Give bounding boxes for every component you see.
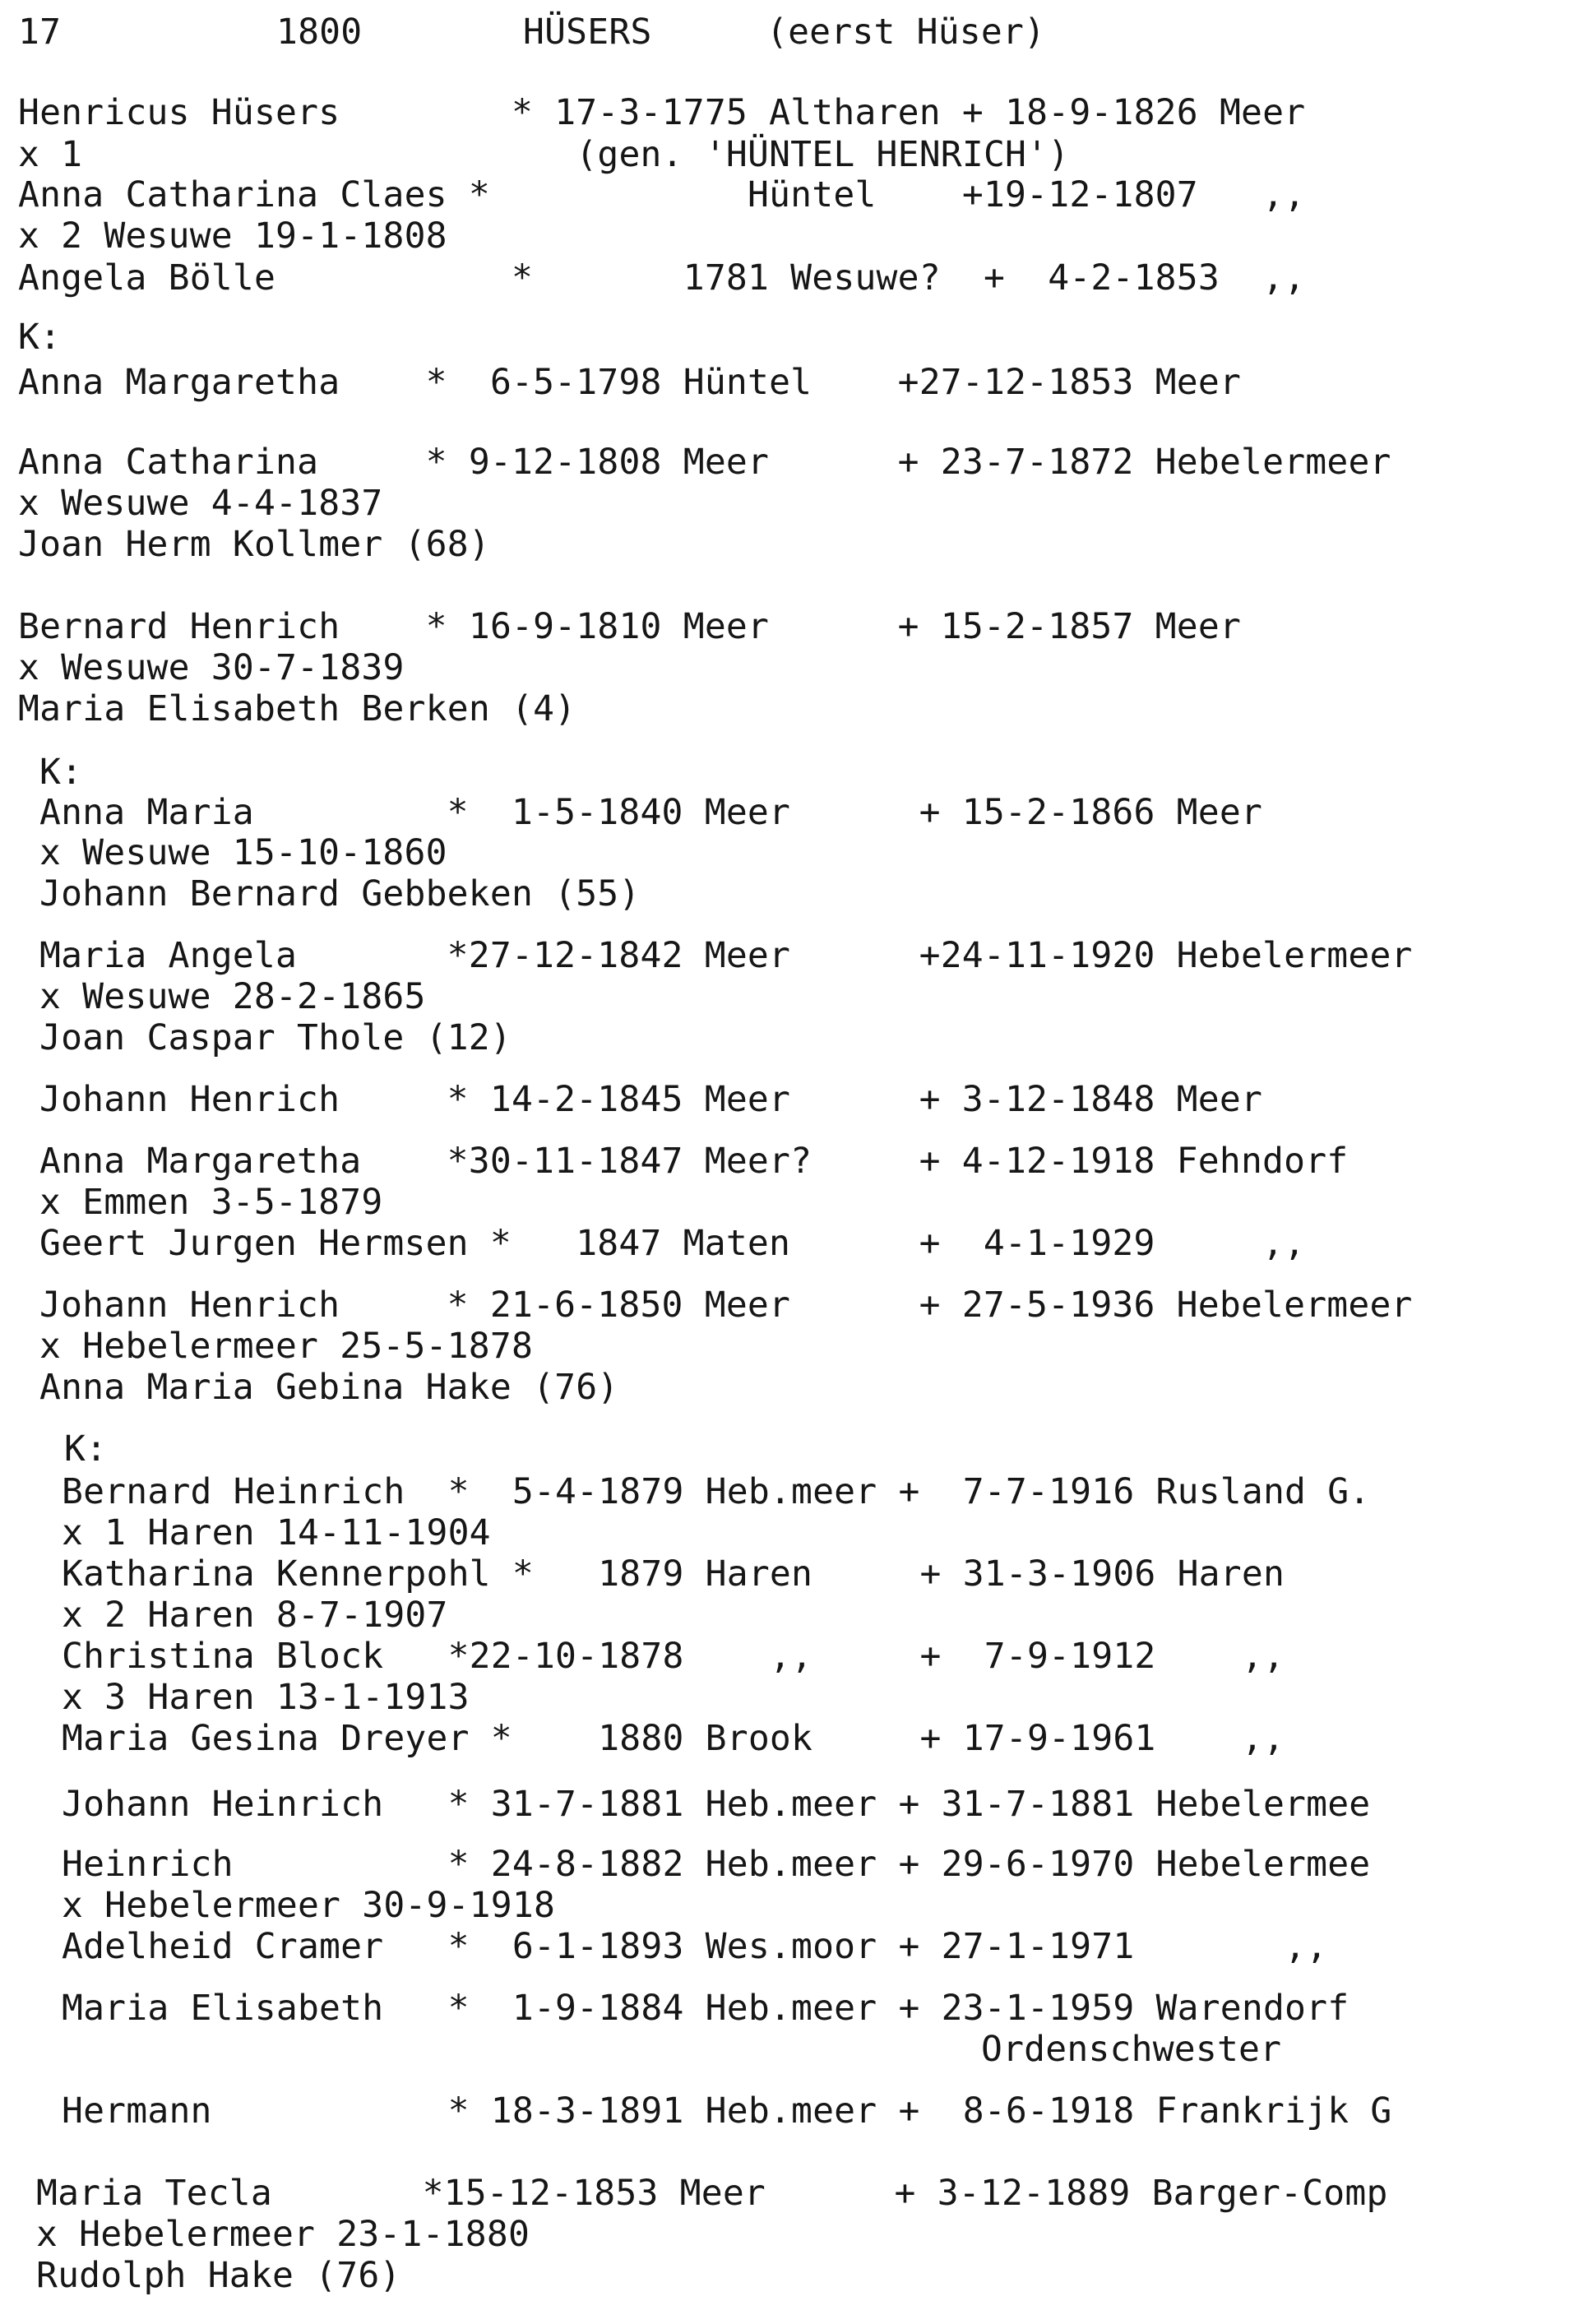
children-label: K: [39, 752, 83, 793]
record-line: x 2 Wesuwe 19-1-1808 [18, 215, 447, 257]
record-line: x 2 Haren 8-7-1907 [62, 1595, 448, 1636]
family-name-note: (eerst Hüser) [766, 12, 1046, 53]
year-label: 1800 [276, 12, 363, 53]
record-line: Anna Catharina * 9-12-1808 Meer + 23-7-1872 Hebelermeer [18, 442, 1391, 483]
record-line: Anna Maria * 1-5-1840 Meer + 15-2-1866 Meer [39, 792, 1263, 833]
record-line: x Hebelermeer 25-5-1878 [39, 1326, 534, 1367]
record-line: x Hebelermeer 30-9-1918 [62, 1885, 556, 1926]
occupation-note: Ordenschwester [981, 2029, 1282, 2070]
record-line: Bernard Henrich * 16-9-1810 Meer + 15-2-1857 Meer [18, 606, 1242, 647]
record-line: Adelheid Cramer * 6-1-1893 Wes.moor + 27-1-1971 ,, [62, 1926, 1328, 1967]
record-line: x Emmen 3-5-1879 [39, 1182, 383, 1223]
record-line: Christina Block *22-10-1878 ,, + 7-9-1912 ,, [62, 1636, 1285, 1677]
record-line: Maria Tecla *15-12-1853 Meer + 3-12-1889 Barger-Comp [36, 2173, 1388, 2214]
children-label: K: [18, 317, 62, 358]
record-line: Angela Bölle * 1781 Wesuwe? + 4-2-1853 ,, [18, 257, 1306, 299]
record-line: Johann Henrich * 14-2-1845 Meer + 3-12-1848 Meer [39, 1079, 1263, 1120]
record-line: Maria Elisabeth * 1-9-1884 Heb.meer + 23-1-1959 Warendorf [62, 1988, 1349, 2029]
record-line: x Wesuwe 28-2-1865 [39, 976, 426, 1017]
record-line: x 1 (gen. 'HÜNTEL HENRICH') [18, 134, 1070, 175]
record-line: Heinrich * 24-8-1882 Heb.meer + 29-6-1970 Hebelermee [62, 1844, 1371, 1885]
record-line: Maria Angela *27-12-1842 Meer +24-11-1920 Hebelermeer [39, 935, 1413, 976]
record-line: Johann Henrich * 21-6-1850 Meer + 27-5-1936 Hebelermeer [39, 1285, 1413, 1326]
record-line: Anna Margaretha *30-11-1847 Meer? + 4-12-1918 Fehndorf [39, 1141, 1349, 1182]
record-line: Joan Herm Kollmer (68) [18, 524, 490, 565]
record-line: Maria Elisabeth Berken (4) [18, 688, 576, 729]
record-line: Maria Gesina Dreyer * 1880 Brook + 17-9-1961 ,, [62, 1718, 1285, 1759]
record-line: x Wesuwe 4-4-1837 [18, 483, 383, 524]
record-line: Anna Margaretha * 6-5-1798 Hüntel +27-12-1853 Meer [18, 362, 1242, 403]
record-line: Geert Jurgen Hermsen * 1847 Maten + 4-1-1929 ,, [39, 1223, 1306, 1264]
record-line: Rudolph Hake (76) [36, 2255, 401, 2296]
children-label: K: [64, 1428, 108, 1470]
record-line: x 3 Haren 13-1-1913 [62, 1677, 470, 1718]
record-line: Anna Maria Gebina Hake (76) [39, 1367, 619, 1408]
record-line: Joan Caspar Thole (12) [39, 1017, 512, 1058]
record-line: Johann Bernard Gebbeken (55) [39, 873, 641, 914]
record-line: Katharina Kennerpohl * 1879 Haren + 31-3-1906 Haren [62, 1553, 1285, 1595]
record-line: Anna Catharina Claes * Hüntel +19-12-1807 ,, [18, 174, 1306, 215]
record-line: x Hebelermeer 23-1-1880 [36, 2214, 530, 2255]
record-line: x Wesuwe 15-10-1860 [39, 832, 447, 873]
record-line: Henricus Hüsers * 17-3-1775 Altharen + 18-9-1826 Meer [18, 92, 1306, 133]
record-line: Hermann * 18-3-1891 Heb.meer + 8-6-1918 Frankrijk G [62, 2090, 1392, 2132]
record-line: Johann Heinrich * 31-7-1881 Heb.meer + 31-7-1881 Hebelermee [62, 1784, 1371, 1825]
page-number: 17 [18, 12, 62, 53]
family-name: HÜSERS [523, 12, 652, 53]
record-line: x 1 Haren 14-11-1904 [62, 1512, 491, 1553]
record-line: x Wesuwe 30-7-1839 [18, 647, 405, 688]
record-line: Bernard Heinrich * 5-4-1879 Heb.meer + 7-7-1916 Rusland G. [62, 1471, 1371, 1512]
